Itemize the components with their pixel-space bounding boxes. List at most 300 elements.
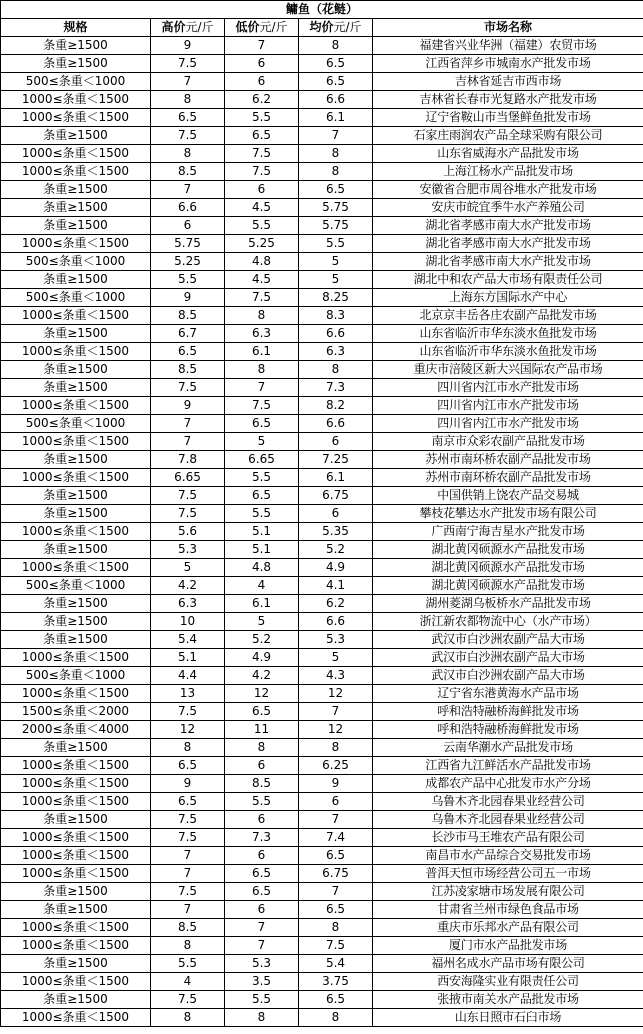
avg-price-cell: 6.75 — [299, 865, 373, 883]
low-price-cell: 3.5 — [225, 973, 299, 991]
low-price-cell: 7 — [225, 37, 299, 55]
avg-price-cell: 8 — [299, 361, 373, 379]
high-price-cell: 7.5 — [151, 829, 225, 847]
spec-cell: 1000≤条重＜1500 — [1, 757, 151, 775]
low-price-cell: 6.5 — [225, 415, 299, 433]
market-cell: 南京市众彩农副产品批发市场 — [373, 433, 643, 451]
market-cell: 湖州菱湖乌板桥水产品批发市场 — [373, 595, 643, 613]
avg-price-cell: 6.5 — [299, 55, 373, 73]
low-price-cell: 5.5 — [225, 469, 299, 487]
market-cell: 湖北省孝感市南大水产批发市场 — [373, 253, 643, 271]
header-low-label: 低价 — [235, 20, 260, 34]
low-price-cell: 6.3 — [225, 325, 299, 343]
market-cell: 浙江新农都物流中心（水产市场） — [373, 613, 643, 631]
table-row — [1, 955, 643, 973]
market-cell: 呼和浩特融桥海鲜批发市场 — [373, 721, 643, 739]
avg-price-cell: 6.6 — [299, 613, 373, 631]
table-row — [1, 721, 643, 739]
high-price-cell: 10 — [151, 613, 225, 631]
avg-price-cell: 6.25 — [299, 757, 373, 775]
spec-cell: 1000≤条重＜1500 — [1, 1009, 151, 1027]
high-price-cell: 5.5 — [151, 955, 225, 973]
high-price-cell: 9 — [151, 37, 225, 55]
avg-price-cell: 5 — [299, 271, 373, 289]
spec-cell: 条重≥1500 — [1, 379, 151, 397]
low-price-cell: 7 — [225, 919, 299, 937]
spec-cell: 条重≥1500 — [1, 595, 151, 613]
low-price-cell: 8 — [225, 307, 299, 325]
market-cell: 广西南宁海吉星水产批发市场 — [373, 523, 643, 541]
table-row — [1, 361, 643, 379]
table-row — [1, 685, 643, 703]
avg-price-cell: 6.2 — [299, 595, 373, 613]
avg-price-cell: 6 — [299, 793, 373, 811]
table-row — [1, 127, 643, 145]
avg-price-cell: 8 — [299, 145, 373, 163]
avg-price-cell: 4.1 — [299, 577, 373, 595]
market-cell: 江西省九江鲜活水产品批发市场 — [373, 757, 643, 775]
market-cell: 辽宁省鞍山市当堡鲜鱼批发市场 — [373, 109, 643, 127]
spec-cell: 1000≤条重＜1500 — [1, 559, 151, 577]
high-price-cell: 7.5 — [151, 811, 225, 829]
low-price-cell: 5.3 — [225, 955, 299, 973]
high-price-cell: 5.25 — [151, 253, 225, 271]
header-avg-label: 均价 — [309, 20, 334, 34]
market-cell: 湖北黄冈硕源水产品批发市场 — [373, 559, 643, 577]
market-cell: 长沙市马王堆农产品有限公司 — [373, 829, 643, 847]
avg-price-cell: 6.1 — [299, 109, 373, 127]
market-cell: 苏州市南环桥农副产品批发市场 — [373, 469, 643, 487]
spec-cell: 2000≤条重＜4000 — [1, 721, 151, 739]
table-row — [1, 73, 643, 91]
table-row — [1, 415, 643, 433]
spec-cell: 1000≤条重＜1500 — [1, 145, 151, 163]
high-price-cell: 7.5 — [151, 703, 225, 721]
market-cell: 湖北省孝感市南大水产批发市场 — [373, 235, 643, 253]
table-row — [1, 253, 643, 271]
market-cell: 吉林省长春市光复路水产批发市场 — [373, 91, 643, 109]
avg-price-cell: 8 — [299, 739, 373, 757]
market-cell: 湖北黄冈硕源水产品批发市场 — [373, 541, 643, 559]
market-cell: 武汉市白沙洲农副产品大市场 — [373, 649, 643, 667]
low-price-cell: 6.5 — [225, 883, 299, 901]
spec-cell: 条重≥1500 — [1, 181, 151, 199]
low-price-cell: 6 — [225, 847, 299, 865]
low-price-cell: 4.5 — [225, 199, 299, 217]
spec-cell: 1000≤条重＜1500 — [1, 937, 151, 955]
market-cell: 安徽省合肥市周谷堆水产批发市场 — [373, 181, 643, 199]
market-cell: 湖北中和农产品大市场有限责任公司 — [373, 271, 643, 289]
high-price-cell: 7.5 — [151, 991, 225, 1009]
table-row — [1, 523, 643, 541]
spec-cell: 1000≤条重＜1500 — [1, 163, 151, 181]
high-price-cell: 7.5 — [151, 883, 225, 901]
market-cell: 西安海隆实业有限责任公司 — [373, 973, 643, 991]
spec-cell: 条重≥1500 — [1, 883, 151, 901]
high-price-cell: 7 — [151, 433, 225, 451]
header-row — [1, 19, 643, 37]
market-cell: 石家庄雨润农产品全球采购有限公司 — [373, 127, 643, 145]
header-market: 市场名称 — [373, 19, 643, 37]
market-cell: 上海东方国际水产中心 — [373, 289, 643, 307]
spec-cell: 1000≤条重＜1500 — [1, 829, 151, 847]
avg-price-cell: 6.5 — [299, 73, 373, 91]
table-row — [1, 379, 643, 397]
avg-price-cell: 5 — [299, 253, 373, 271]
market-cell: 乌鲁木齐北园春果业经营公司 — [373, 811, 643, 829]
low-price-cell: 5.5 — [225, 505, 299, 523]
spec-cell: 条重≥1500 — [1, 37, 151, 55]
market-cell: 重庆市乐邦水产品有限公司 — [373, 919, 643, 937]
low-price-cell: 12 — [225, 685, 299, 703]
avg-price-cell: 5.5 — [299, 235, 373, 253]
high-price-cell: 7.5 — [151, 487, 225, 505]
table-row — [1, 289, 643, 307]
high-price-cell: 4.4 — [151, 667, 225, 685]
high-price-cell: 7.5 — [151, 379, 225, 397]
low-price-cell: 6 — [225, 757, 299, 775]
spec-cell: 条重≥1500 — [1, 811, 151, 829]
low-price-cell: 8.5 — [225, 775, 299, 793]
spec-cell: 1500≤条重＜2000 — [1, 703, 151, 721]
table-row — [1, 271, 643, 289]
header-high-unit: 元/斤 — [185, 20, 214, 34]
high-price-cell: 6.3 — [151, 595, 225, 613]
table-row — [1, 235, 643, 253]
avg-price-cell: 8 — [299, 163, 373, 181]
avg-price-cell: 5.3 — [299, 631, 373, 649]
avg-price-cell: 7 — [299, 703, 373, 721]
market-cell: 苏州市南环桥农副产品批发市场 — [373, 451, 643, 469]
table-row — [1, 577, 643, 595]
avg-price-cell: 9 — [299, 775, 373, 793]
high-price-cell: 5.1 — [151, 649, 225, 667]
table-row — [1, 145, 643, 163]
low-price-cell: 5.1 — [225, 541, 299, 559]
spec-cell: 1000≤条重＜1500 — [1, 523, 151, 541]
header-spec: 规格 — [1, 19, 151, 37]
market-cell: 厦门市水产品批发市场 — [373, 937, 643, 955]
market-cell: 四川省内江市水产批发市场 — [373, 415, 643, 433]
header-high-label: 高价 — [161, 20, 186, 34]
high-price-cell: 9 — [151, 775, 225, 793]
spec-cell: 500≤条重＜1000 — [1, 253, 151, 271]
spec-cell: 1000≤条重＜1500 — [1, 919, 151, 937]
avg-price-cell: 5.35 — [299, 523, 373, 541]
avg-price-cell: 6.5 — [299, 901, 373, 919]
avg-price-cell: 8 — [299, 37, 373, 55]
avg-price-cell: 6.3 — [299, 343, 373, 361]
low-price-cell: 5.5 — [225, 109, 299, 127]
avg-price-cell: 6.75 — [299, 487, 373, 505]
table-row — [1, 865, 643, 883]
market-cell: 南昌市水产品综合交易批发市场 — [373, 847, 643, 865]
spec-cell: 条重≥1500 — [1, 199, 151, 217]
header-avg — [299, 19, 373, 37]
high-price-cell: 9 — [151, 289, 225, 307]
table-row — [1, 991, 643, 1009]
low-price-cell: 6 — [225, 811, 299, 829]
market-cell: 江西省萍乡市城南水产批发市场 — [373, 55, 643, 73]
avg-price-cell: 3.75 — [299, 973, 373, 991]
market-cell: 呼和浩特融桥海鲜批发市场 — [373, 703, 643, 721]
high-price-cell: 7.5 — [151, 127, 225, 145]
spec-cell: 1000≤条重＜1500 — [1, 235, 151, 253]
market-cell: 江苏凌家塘市场发展有限公司 — [373, 883, 643, 901]
avg-price-cell: 6.6 — [299, 91, 373, 109]
market-cell: 乌鲁木齐北园春果业经营公司 — [373, 793, 643, 811]
low-price-cell: 7 — [225, 379, 299, 397]
high-price-cell: 5.5 — [151, 271, 225, 289]
low-price-cell: 7.5 — [225, 289, 299, 307]
high-price-cell: 6.5 — [151, 757, 225, 775]
spec-cell: 条重≥1500 — [1, 631, 151, 649]
spec-cell: 500≤条重＜1000 — [1, 73, 151, 91]
low-price-cell: 6.1 — [225, 343, 299, 361]
market-cell: 山东省威海水产品批发市场 — [373, 145, 643, 163]
low-price-cell: 11 — [225, 721, 299, 739]
low-price-cell: 6.5 — [225, 865, 299, 883]
table-body — [1, 37, 643, 1027]
market-cell: 山东省临沂市华东淡水鱼批发市场 — [373, 343, 643, 361]
market-cell: 山东日照市石臼市场 — [373, 1009, 643, 1027]
spec-cell: 条重≥1500 — [1, 451, 151, 469]
header-high — [151, 19, 225, 37]
low-price-cell: 7.5 — [225, 397, 299, 415]
spec-cell: 1000≤条重＜1500 — [1, 433, 151, 451]
spec-cell: 1000≤条重＜1500 — [1, 685, 151, 703]
spec-cell: 条重≥1500 — [1, 127, 151, 145]
avg-price-cell: 7 — [299, 883, 373, 901]
high-price-cell: 8 — [151, 91, 225, 109]
table-row — [1, 667, 643, 685]
table-row — [1, 631, 643, 649]
spec-cell: 500≤条重＜1000 — [1, 415, 151, 433]
high-price-cell: 5.3 — [151, 541, 225, 559]
header-low-unit: 元/斤 — [259, 20, 288, 34]
market-cell: 辽宁省东港黄海水产品市场 — [373, 685, 643, 703]
avg-price-cell: 12 — [299, 685, 373, 703]
table-row — [1, 37, 643, 55]
table-row — [1, 199, 643, 217]
avg-price-cell: 6.5 — [299, 181, 373, 199]
spec-cell: 500≤条重＜1000 — [1, 667, 151, 685]
high-price-cell: 8.5 — [151, 919, 225, 937]
low-price-cell: 4.8 — [225, 253, 299, 271]
table-row — [1, 559, 643, 577]
high-price-cell: 7 — [151, 73, 225, 91]
avg-price-cell: 5.2 — [299, 541, 373, 559]
spec-cell: 500≤条重＜1000 — [1, 289, 151, 307]
table-row — [1, 307, 643, 325]
market-cell: 武汉市白沙洲农副产品大市场 — [373, 667, 643, 685]
low-price-cell: 5.2 — [225, 631, 299, 649]
avg-price-cell: 4.9 — [299, 559, 373, 577]
table-row — [1, 541, 643, 559]
high-price-cell: 8 — [151, 739, 225, 757]
high-price-cell: 7.8 — [151, 451, 225, 469]
avg-price-cell: 8.2 — [299, 397, 373, 415]
avg-price-cell: 7 — [299, 811, 373, 829]
avg-price-cell: 8 — [299, 1009, 373, 1027]
market-cell: 武汉市白沙洲农副产品大市场 — [373, 631, 643, 649]
avg-price-cell: 5.75 — [299, 217, 373, 235]
avg-price-cell: 5 — [299, 649, 373, 667]
spec-cell: 1000≤条重＜1500 — [1, 865, 151, 883]
avg-price-cell: 5.4 — [299, 955, 373, 973]
avg-price-cell: 8.25 — [299, 289, 373, 307]
low-price-cell: 5.25 — [225, 235, 299, 253]
table-row — [1, 883, 643, 901]
low-price-cell: 8 — [225, 361, 299, 379]
low-price-cell: 7.5 — [225, 145, 299, 163]
high-price-cell: 8 — [151, 145, 225, 163]
table-row — [1, 451, 643, 469]
spec-cell: 条重≥1500 — [1, 217, 151, 235]
low-price-cell: 6 — [225, 73, 299, 91]
header-avg-unit: 元/斤 — [333, 20, 362, 34]
spec-cell: 1000≤条重＜1500 — [1, 307, 151, 325]
market-cell: 攀枝花攀达水产批发市场有限公司 — [373, 505, 643, 523]
avg-price-cell: 7.3 — [299, 379, 373, 397]
table-row — [1, 505, 643, 523]
table-row — [1, 793, 643, 811]
spec-cell: 条重≥1500 — [1, 505, 151, 523]
market-cell: 北京京丰岳各庄农副产品批发市场 — [373, 307, 643, 325]
spec-cell: 1000≤条重＜1500 — [1, 649, 151, 667]
avg-price-cell: 6 — [299, 505, 373, 523]
low-price-cell: 6 — [225, 181, 299, 199]
low-price-cell: 4.2 — [225, 667, 299, 685]
low-price-cell: 4.9 — [225, 649, 299, 667]
spec-cell: 条重≥1500 — [1, 361, 151, 379]
low-price-cell: 4.5 — [225, 271, 299, 289]
spec-cell: 1000≤条重＜1500 — [1, 847, 151, 865]
spec-cell: 条重≥1500 — [1, 613, 151, 631]
spec-cell: 条重≥1500 — [1, 955, 151, 973]
table-row — [1, 397, 643, 415]
high-price-cell: 4.2 — [151, 577, 225, 595]
table-row — [1, 703, 643, 721]
spec-cell: 条重≥1500 — [1, 55, 151, 73]
low-price-cell: 6 — [225, 55, 299, 73]
spec-cell: 条重≥1500 — [1, 541, 151, 559]
market-cell: 甘肃省兰州市绿色食品市场 — [373, 901, 643, 919]
table-row — [1, 91, 643, 109]
market-cell: 吉林省延吉市西市场 — [373, 73, 643, 91]
avg-price-cell: 8.3 — [299, 307, 373, 325]
high-price-cell: 7.5 — [151, 505, 225, 523]
market-cell: 福州名成水产品市场有限公司 — [373, 955, 643, 973]
market-cell: 安庆市皖宜季牛水产养殖公司 — [373, 199, 643, 217]
market-cell: 福建省兴业华洲（福建）农贸市场 — [373, 37, 643, 55]
low-price-cell: 6.5 — [225, 703, 299, 721]
high-price-cell: 5.4 — [151, 631, 225, 649]
avg-price-cell: 12 — [299, 721, 373, 739]
title-row — [1, 1, 643, 19]
high-price-cell: 6 — [151, 217, 225, 235]
high-price-cell: 8 — [151, 937, 225, 955]
avg-price-cell: 6.5 — [299, 991, 373, 1009]
table-row — [1, 469, 643, 487]
market-cell: 山东省临沂市华东淡水鱼批发市场 — [373, 325, 643, 343]
low-price-cell: 8 — [225, 1009, 299, 1027]
high-price-cell: 7 — [151, 415, 225, 433]
high-price-cell: 7 — [151, 901, 225, 919]
table-row — [1, 739, 643, 757]
high-price-cell: 13 — [151, 685, 225, 703]
high-price-cell: 6.6 — [151, 199, 225, 217]
spec-cell: 1000≤条重＜1500 — [1, 397, 151, 415]
market-cell: 成都农产品中心批发市水产分场 — [373, 775, 643, 793]
table-row — [1, 901, 643, 919]
spec-cell: 条重≥1500 — [1, 271, 151, 289]
market-cell: 湖北黄冈硕源水产品批发市场 — [373, 577, 643, 595]
spec-cell: 条重≥1500 — [1, 325, 151, 343]
high-price-cell: 5.75 — [151, 235, 225, 253]
avg-price-cell: 5.75 — [299, 199, 373, 217]
low-price-cell: 6.1 — [225, 595, 299, 613]
table-row — [1, 1009, 643, 1027]
high-price-cell: 12 — [151, 721, 225, 739]
table-row — [1, 847, 643, 865]
header-low — [225, 19, 299, 37]
spec-cell: 1000≤条重＜1500 — [1, 109, 151, 127]
high-price-cell: 9 — [151, 397, 225, 415]
spec-cell: 1000≤条重＜1500 — [1, 343, 151, 361]
table-row — [1, 973, 643, 991]
high-price-cell: 7.5 — [151, 55, 225, 73]
avg-price-cell: 6.5 — [299, 847, 373, 865]
high-price-cell: 6.65 — [151, 469, 225, 487]
spec-cell: 500≤条重＜1000 — [1, 577, 151, 595]
spec-cell: 1000≤条重＜1500 — [1, 91, 151, 109]
low-price-cell: 7.3 — [225, 829, 299, 847]
high-price-cell: 7 — [151, 181, 225, 199]
avg-price-cell: 6.1 — [299, 469, 373, 487]
high-price-cell: 8.5 — [151, 307, 225, 325]
low-price-cell: 6.5 — [225, 487, 299, 505]
avg-price-cell: 7.4 — [299, 829, 373, 847]
avg-price-cell: 6.6 — [299, 325, 373, 343]
high-price-cell: 4 — [151, 973, 225, 991]
market-cell: 上海江杨水产品批发市场 — [373, 163, 643, 181]
low-price-cell: 5.5 — [225, 217, 299, 235]
high-price-cell: 7 — [151, 847, 225, 865]
high-price-cell: 8 — [151, 1009, 225, 1027]
low-price-cell: 5.5 — [225, 991, 299, 1009]
avg-price-cell: 8 — [299, 919, 373, 937]
spec-cell: 1000≤条重＜1500 — [1, 469, 151, 487]
high-price-cell: 6.5 — [151, 793, 225, 811]
low-price-cell: 8 — [225, 739, 299, 757]
market-cell: 湖北省孝感市南大水产批发市场 — [373, 217, 643, 235]
low-price-cell: 6.65 — [225, 451, 299, 469]
market-cell: 四川省内江市水产批发市场 — [373, 379, 643, 397]
low-price-cell: 5 — [225, 433, 299, 451]
low-price-cell: 7.5 — [225, 163, 299, 181]
high-price-cell: 5.6 — [151, 523, 225, 541]
market-cell: 四川省内江市水产批发市场 — [373, 397, 643, 415]
spec-cell: 条重≥1500 — [1, 487, 151, 505]
table-row — [1, 55, 643, 73]
low-price-cell: 4 — [225, 577, 299, 595]
spec-cell: 条重≥1500 — [1, 901, 151, 919]
table-row — [1, 811, 643, 829]
market-cell: 中国供销上饶农产品交易城 — [373, 487, 643, 505]
table-row — [1, 775, 643, 793]
table-row — [1, 433, 643, 451]
